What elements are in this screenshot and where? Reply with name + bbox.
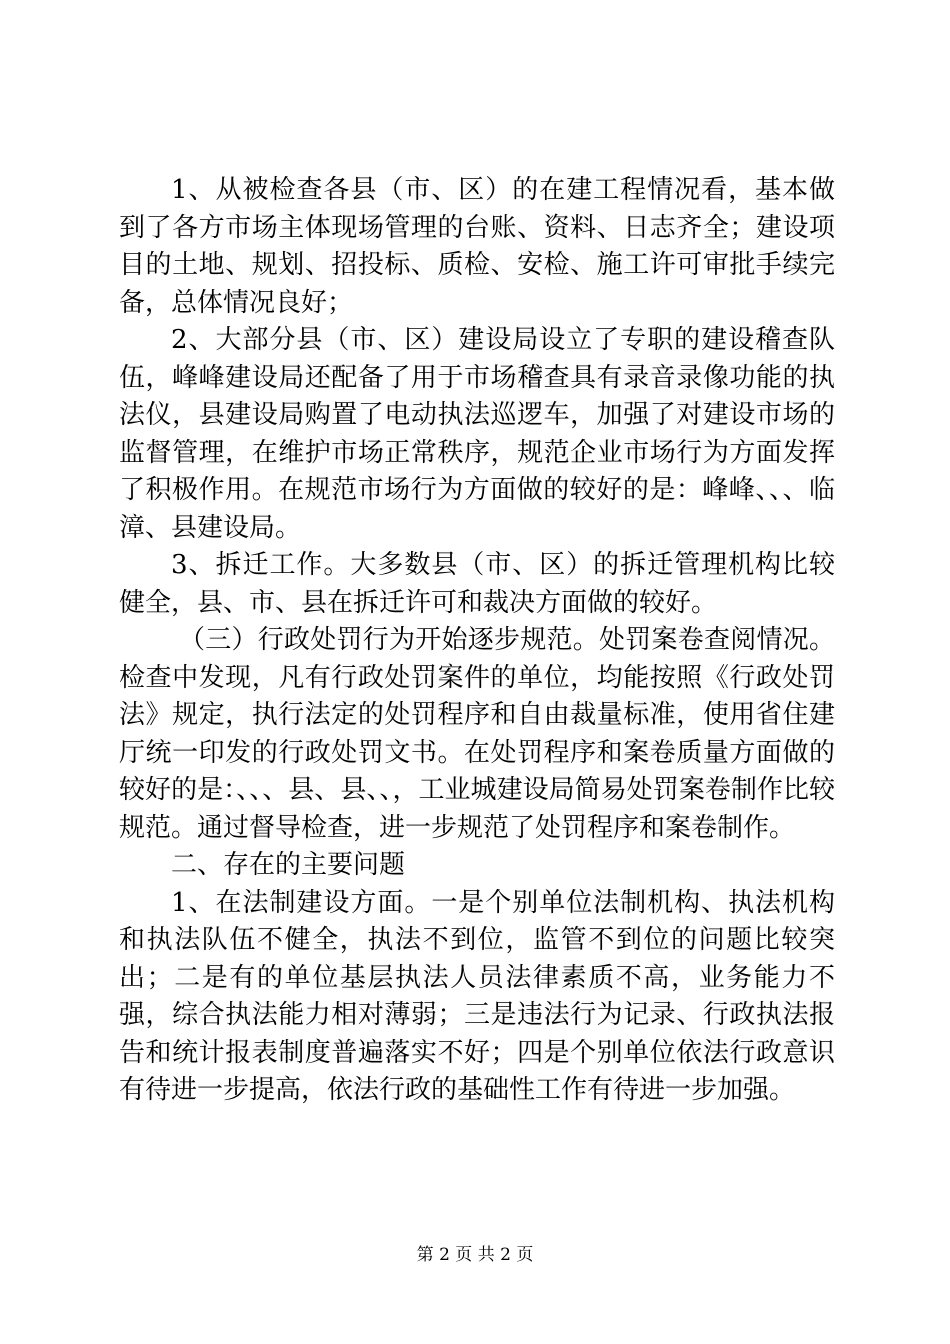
paragraph-1: 1、从被检查各县（市、区）的在建工程情况看，基本做到了各方市场主体现场管理的台账、资料、日志齐全；建设项目的土地、规划、招投标、质检、安检、施工许可审批手续完备，总体情况良好； [119, 175, 835, 318]
page-footer: 第 2 页 共 2 页 [416, 1245, 534, 1265]
paragraph-5: 1、在法制建设方面。一是个别单位法制机构、执法机构和执法队伍不健全，执法不到位，监管不到位的问题比较突出；二是有的单位基层执法人员法律素质不高，业务能力不强，综合执法能力相对薄弱；三是违法行为记录、行政执法报告和统计报表制度普遍落实不好；四是个别单位依法行政意识有待进一步提高，依法行政的基础性工作有待进一步加强。 [119, 887, 835, 1105]
paragraph-3: 3、拆迁工作。大多数县（市、区）的拆迁管理机构比较健全，县、市、县在拆迁许可和裁决方面做的较好。 [119, 550, 835, 618]
section-heading: 二、存在的主要问题 [171, 850, 406, 880]
paragraph-4: （三）行政处罚行为开始逐步规范。处罚案卷查阅情况。检查中发现，凡有行政处罚案件的单位，均能按照《行政处罚法》规定，执行法定的处罚程序和自由裁量标准，使用省住建厅统一印发的行政处罚文书。在处罚程序和案卷质量方面做的较好的是：、、、县、县、、，工业城建设局简易处罚案卷制作比较规范。通过督导检查，进一步规范了处罚程序和案卷制作。 [119, 625, 835, 843]
document-body [119, 172, 835, 1110]
paragraph-2: 2、大部分县（市、区）建设局设立了专职的建设稽查队伍，峰峰建设局还配备了用于市场稽查具有录音录像功能的执法仪，县建设局购置了电动执法巡逻车，加强了对建设市场的监督管理，在维护市场正常秩序，规范企业市场行为方面发挥了积极作用。在规范市场行为方面做的较好的是：峰峰、、、临漳、县建设局。 [119, 325, 835, 543]
